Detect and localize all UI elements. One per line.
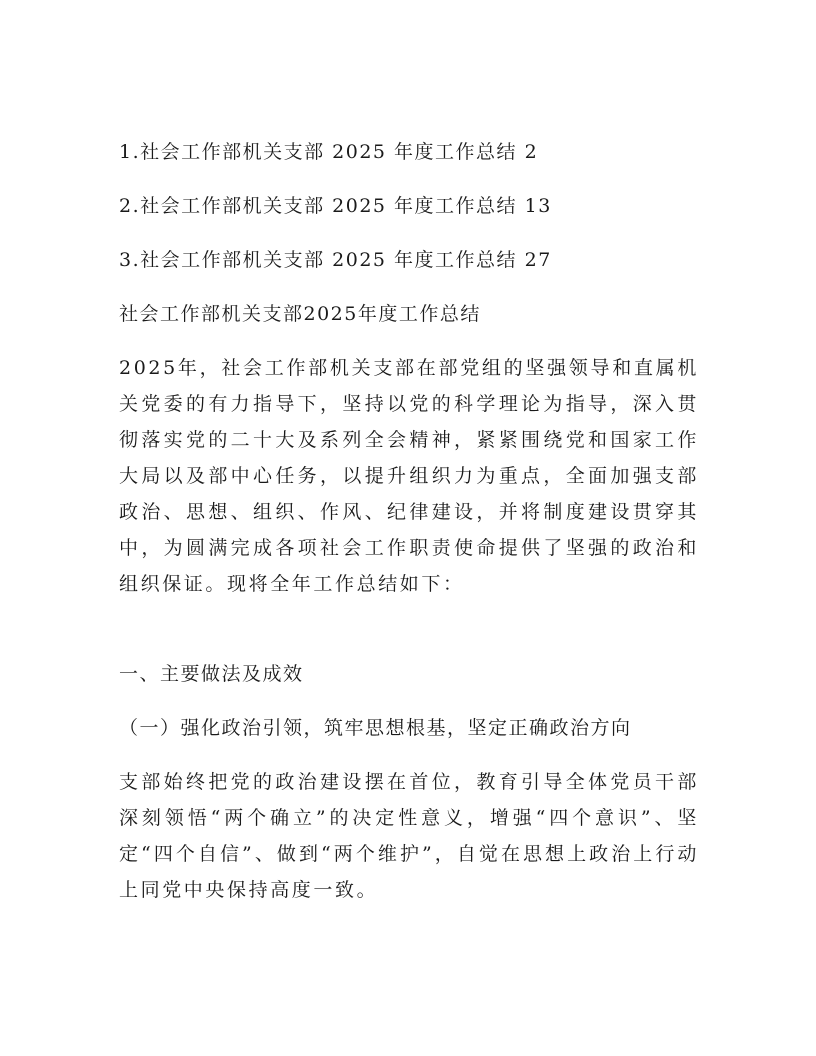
- document-title: 社会工作部机关支部2025年度工作总结: [119, 303, 481, 325]
- body-paragraph: 支部始终把党的政治建设摆在首位，教育引导全体党员干部深刻领悟“两个确立”的决定性意义，增强“四个意识”、坚定“四个自信”、做到“两个维护”，自觉在思想上政治上行动上同党中央保持高度一致。: [119, 771, 699, 901]
- toc-entry-2: 2.社会工作部机关支部 2025 年度工作总结 13: [119, 195, 552, 217]
- subsection-heading: （一）强化政治引领，筑牢思想根基，坚定正确政治方向: [119, 717, 632, 739]
- toc-entry-3: 3.社会工作部机关支部 2025 年度工作总结 27: [119, 249, 552, 271]
- intro-paragraph: 2025年，社会工作部机关支部在部党组的坚强领导和直属机关党委的有力指导下，坚持以党的科学理论为指导，深入贯彻落实党的二十大及系列全会精神，紧紧围绕党和国家工作大局以及部中心任务，以提升组织力为重点，全面加强支部政治、思想、组织、作风、纪律建设，并将制度建设贯穿其中，为圆满完成各项社会工作职责使命提供了坚强的政治和组织保证。现将全年工作总结如下：: [119, 357, 699, 595]
- section-heading: 一、主要做法及成效: [119, 663, 304, 685]
- toc-entry-1: 1.社会工作部机关支部 2025 年度工作总结 2: [119, 141, 539, 163]
